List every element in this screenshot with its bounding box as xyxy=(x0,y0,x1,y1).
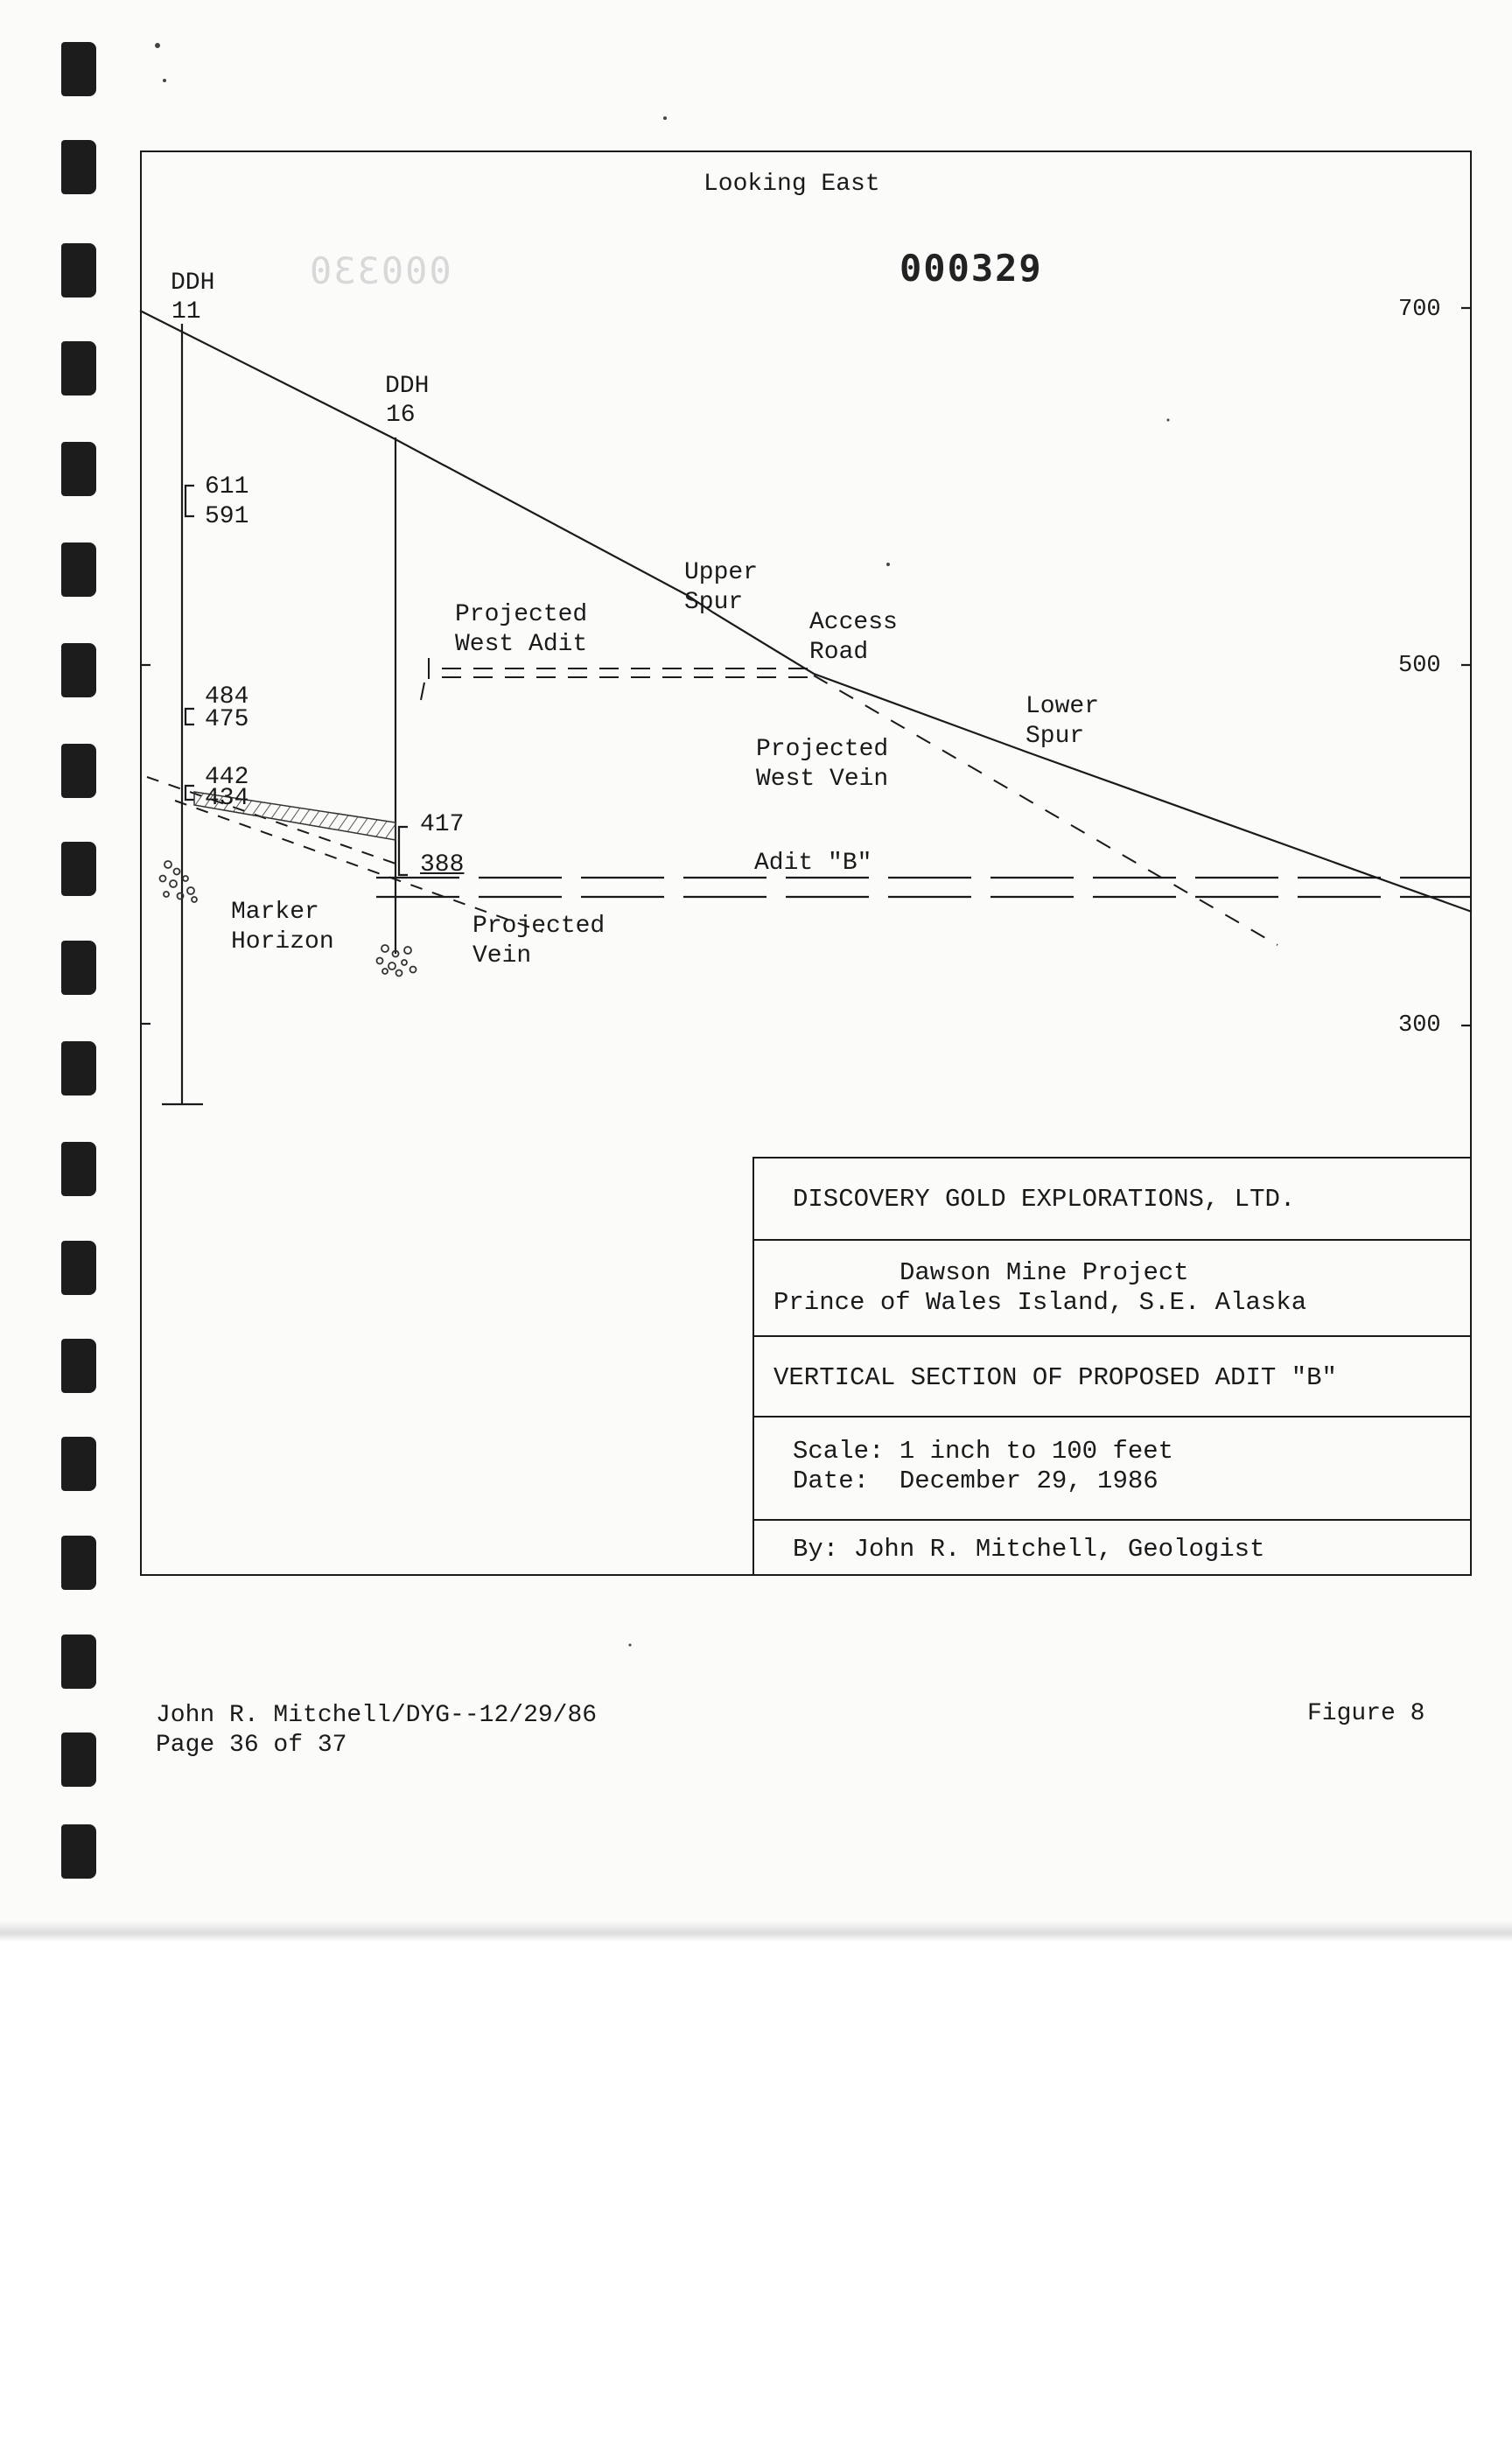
footer-figure-number: Figure 8 xyxy=(1307,1700,1425,1727)
projected-west-adit-label-1: Projected xyxy=(455,601,588,628)
author-line: By: John R. Mitchell, Geologist xyxy=(793,1535,1265,1564)
projected-west-vein-label-2: West Vein xyxy=(756,766,889,793)
footer-page-number: Page 36 of 37 xyxy=(156,1732,347,1759)
title-block xyxy=(752,1157,1472,1576)
access-road-label-1: Access xyxy=(809,609,898,636)
access-road-label-2: Road xyxy=(809,639,869,666)
ddh-11-label-line2: 11 xyxy=(172,298,201,326)
title-block-divider xyxy=(754,1519,1470,1521)
intercept-484: 484 xyxy=(205,683,249,710)
ddh-11-label-line1: DDH xyxy=(171,270,215,297)
ghost-stamp-number: 000330 xyxy=(308,249,452,292)
elevation-label-500: 500 xyxy=(1398,653,1441,679)
upper-spur-label-2: Spur xyxy=(684,589,744,616)
scale-line: Scale: 1 inch to 100 feet xyxy=(793,1437,1174,1466)
project-name: Dawson Mine Project xyxy=(900,1258,1189,1287)
document-stamp-number: 000329 xyxy=(900,247,1043,290)
projected-vein-label-1: Projected xyxy=(472,913,606,940)
projected-west-adit-label-2: West Adit xyxy=(455,631,588,658)
title-block-divider xyxy=(754,1416,1470,1418)
title-block-divider xyxy=(754,1335,1470,1337)
upper-spur-label-1: Upper xyxy=(684,559,759,586)
footer-author-ref: John R. Mitchell/DYG--12/29/86 xyxy=(156,1702,598,1729)
lower-spur-label-1: Lower xyxy=(1026,693,1100,720)
view-direction-label: Looking East xyxy=(704,171,880,198)
intercept-434: 434 xyxy=(205,785,249,812)
project-location: Prince of Wales Island, S.E. Alaska xyxy=(774,1288,1307,1317)
elevation-label-700: 700 xyxy=(1398,297,1441,323)
elevation-label-300: 300 xyxy=(1398,1012,1441,1039)
company-name: DISCOVERY GOLD EXPLORATIONS, LTD. xyxy=(793,1185,1296,1214)
projected-west-vein-label-1: Projected xyxy=(756,736,889,763)
intercept-bracket-484-475 xyxy=(186,709,194,724)
intercept-591: 591 xyxy=(205,503,249,530)
adit-b-label: Adit "B" xyxy=(754,850,872,877)
intercept-bracket-417-388 xyxy=(399,827,408,875)
marker-horizon-label-1: Marker xyxy=(231,899,319,926)
marker-horizon-label-2: Horizon xyxy=(231,928,334,956)
lower-spur-label-2: Spur xyxy=(1026,723,1085,750)
intercept-bracket-611-591 xyxy=(186,486,194,516)
title-block-divider xyxy=(754,1239,1470,1241)
intercept-417: 417 xyxy=(420,811,465,838)
date-line: Date: December 29, 1986 xyxy=(793,1466,1158,1495)
intercept-442: 442 xyxy=(205,764,249,791)
marker-horizon-symbol-ddh11 xyxy=(160,861,198,902)
projected-vein-label-2: Vein xyxy=(472,942,532,970)
ddh-16-label-line1: DDH xyxy=(385,373,430,400)
intercept-388: 388 xyxy=(420,851,465,878)
section-title: VERTICAL SECTION OF PROPOSED ADIT "B" xyxy=(774,1363,1337,1392)
intercept-475: 475 xyxy=(205,706,249,733)
intercept-611: 611 xyxy=(205,473,249,500)
west-adit-portal-mark xyxy=(421,682,424,700)
ddh-16-label-line2: 16 xyxy=(386,402,416,429)
